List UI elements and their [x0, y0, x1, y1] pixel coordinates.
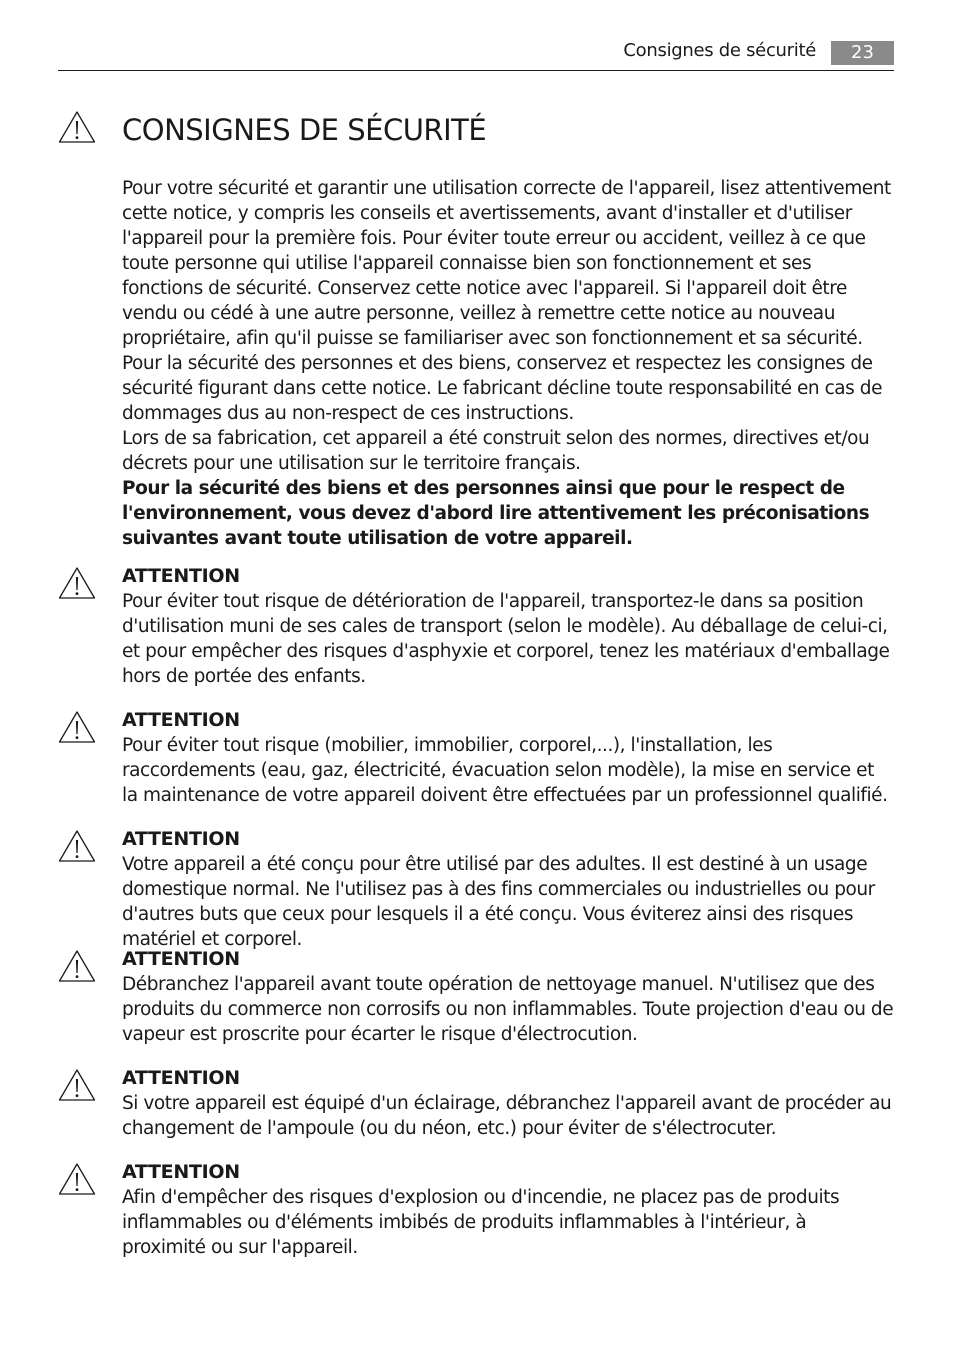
warning-triangle-icon: [58, 949, 96, 983]
warning-text: Votre appareil a été conçu pour être utilisé par des adultes. Il est destiné à un usage domestique normal. Ne l'utilisez pas à des fins commerciales ou industrielles ou pour d'autres buts que ceux pour lesquels il a été conçu. Vous éviterez ainsi des risques matériel et corporel.: [122, 854, 875, 950]
warning-triangle-icon: [58, 566, 96, 600]
warning-triangle-icon: [58, 1162, 96, 1196]
warning-text: Afin d'empêcher des risques d'explosion ou d'incendie, ne placez pas de produits inflammables ou d'éléments imbibés de produits inflammables à l'intérieur, à proximité ou sur l'appareil.: [122, 1187, 840, 1258]
page-header: [58, 38, 894, 71]
warning-triangle-icon: [58, 710, 96, 744]
warning-heading: ATTENTION: [122, 1161, 240, 1183]
warning-heading: ATTENTION: [122, 948, 240, 970]
intro-bold-paragraph: Pour la sécurité des biens et des personnes ainsi que pour le respect de l'environnement, vous devez d'abord lire attentivement les préconisations suivantes avant toute utilisation de votre appareil.: [122, 478, 870, 549]
intro-text: [122, 176, 894, 551]
page-number: 23: [831, 41, 894, 65]
warning-text: Pour éviter tout risque (mobilier, immobilier, corporel,...), l'installation, les raccordements (eau, gaz, électricité, évacuation selon modèle), la mise en service et la maintenance de votre appareil doivent être effectuées par un professionnel qualifié.: [122, 735, 888, 806]
warning-heading: ATTENTION: [122, 709, 240, 731]
intro-paragraph: Pour la sécurité des personnes et des biens, conservez et respectez les consignes de sécurité figurant dans cette notice. Le fabricant décline toute responsabilité en cas de dommages dus au non-respect de ces instructions.: [122, 353, 883, 424]
intro-paragraph: Pour votre sécurité et garantir une utilisation correcte de l'appareil, lisez attentivement cette notice, y compris les conseils et avertissements, avant d'installer et d'utiliser l'appareil pour la première fois. Pour éviter toute erreur ou accident, veillez à ce que toute personne qui utilise l'appareil connaisse bien son fonctionnement et ses fonctions de sécurité. Conservez cette notice avec l'appareil. Si l'appareil doit être vendu ou cédé à une autre personne, veillez à remettre cette notice au nouveau propriétaire, afin qu'il puisse se familiariser avec son fonctionnement et sa sécurité.: [122, 178, 891, 349]
header-section-title: Consignes de sécurité: [623, 40, 816, 61]
warning-heading: ATTENTION: [122, 828, 240, 850]
warning-triangle-icon: [58, 110, 96, 144]
warning-heading: ATTENTION: [122, 1067, 240, 1089]
warning-triangle-icon: [58, 829, 96, 863]
warning-triangle-icon: [58, 1068, 96, 1102]
warning-text: Pour éviter tout risque de détérioration de l'appareil, transportez-le dans sa position d'utilisation muni de ses cales de transport (selon le modèle). Au déballage de celui-ci, et pour empêcher des risques d'asphyxie et corporel, tenez les matériaux d'emballage hors de portée des enfants.: [122, 591, 890, 687]
warning-text: Débranchez l'appareil avant toute opération de nettoyage manuel. N'utilisez que des produits du commerce non corrosifs ou non inflammables. Toute projection d'eau ou de vapeur est proscrite pour écarter le risque d'électrocution.: [122, 974, 894, 1045]
warning-text: Si votre appareil est équipé d'un éclairage, débranchez l'appareil avant de procéder au changement de l'ampoule (ou du néon, etc.) pour éviter de s'électrocuter.: [122, 1093, 892, 1139]
warning-heading: ATTENTION: [122, 565, 240, 587]
intro-paragraph: Lors de sa fabrication, cet appareil a été construit selon des normes, directives et/ou décrets pour une utilisation sur le territoire français.: [122, 428, 870, 474]
page-title: CONSIGNES DE SÉCURITÉ: [122, 113, 487, 147]
